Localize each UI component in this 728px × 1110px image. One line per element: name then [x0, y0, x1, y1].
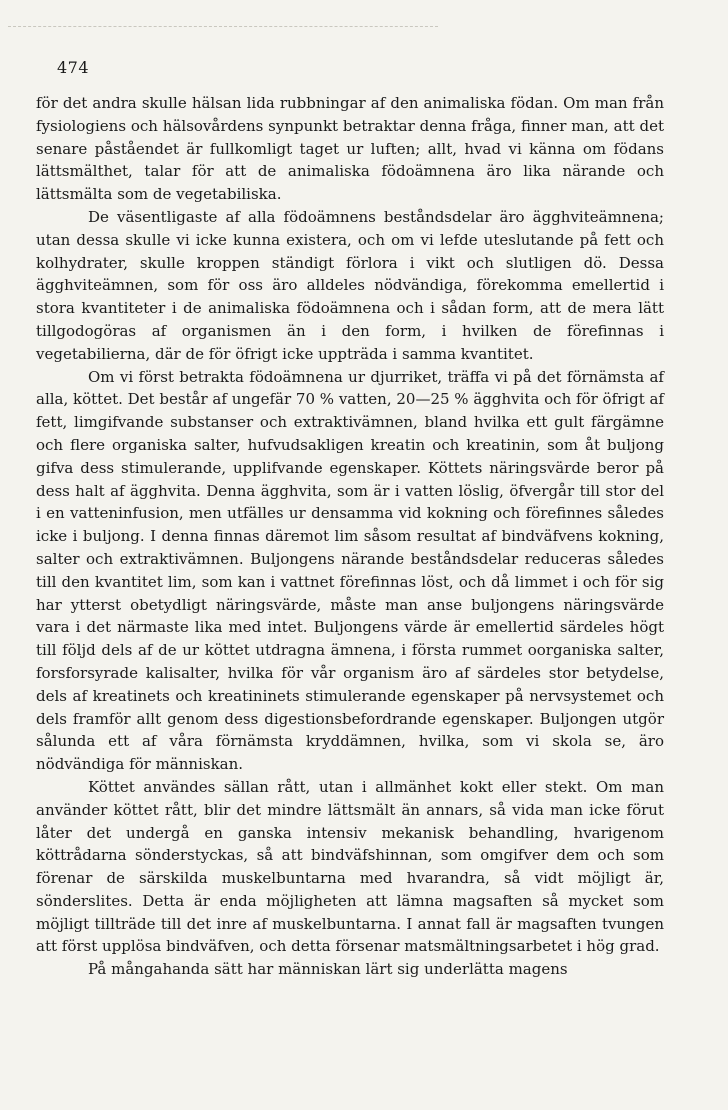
- top-scan-edge: [8, 26, 438, 27]
- paragraph-5: På mångahanda sätt har människan lärt sig underlätta magens: [88, 960, 568, 979]
- paragraph-2: De väsentligaste af alla födoämnens beståndsdelar äro ägghviteämnena; utan dessa skulle vi icke kunna existera, och om vi lefde uteslutande på fett och kolhydrater, skulle kroppen ständigt förlora i vikt och slutligen dö. Dessa ägghviteämnen, som för oss äro alldeles nödvändiga, förekomma emellertid i stora kvantiteter i de animaliska födoämnena och i sådan form, att de mera lätt tillgodogöras af organismen än i den form, i hvilken de förefinnas i vegetabilierna, där de för öfrigt icke uppträda i samma kvantitet.: [36, 207, 664, 363]
- paragraph-1: för det andra skulle hälsan lida rubbningar af den animaliska födan. Om man från fysiologiens och hälsovårdens synpunkt betraktar denna fråga, finner man, att det senare påståendet är fullkomligt taget ur luften; allt, hvad vi känna om födans lättsmälthet, talar för att de animaliska födoämnena äro lika närande och lättsmälta som de vegetabiliska.: [36, 94, 664, 204]
- page-number: 474: [57, 58, 90, 77]
- paragraph-3: Om vi först betrakta födoämnena ur djurriket, träffa vi på det förnämsta af alla, köttet. Det består af ungefär 70 % vatten, 20—25 % ägghvita och för öfrigt af fett, limgifvande substanser och extraktivämnen, bland hvilka ett gult färgämne och flere organiska salter, hufvudsakligen kreatin och kreatinin, som åt buljong gifva dess stimulerande, upplifvande egenskaper. Köttets näringsvärde beror på dess halt af ägghvita. Denna ägghvita, som är i vatten löslig, öfvergår till stor del i en vatteninfusion, men utfälles ur densamma vid kokning och förefinnes således icke i buljong. I denna finnas däremot lim såsom resultat af bindväfvens kokning, salter och extraktivämnen. Buljongens närande beståndsdelar reduceras således till den kvantitet lim, som kan i vattnet förefinnas löst, och då limmet i och för sig har ytterst obetydligt näringsvärde, måste man anse buljongens näringsvärde vara i det närmaste lika med intet. Buljongens värde är emellertid särdeles högt till följd dels af de ur köttet utdragna ämnena, i första rummet oorganiska salter, forsforsyrade kalisalter, hvilka för vår organism äro af särdeles stor betydelse, dels af kreatinets och kreatininets stimulerande egenskaper på nervsystemet och dels framför allt genom dess digestionsbefordrande egenskaper. Buljongen utgör sålunda ett af våra förnämsta kryddämnen, hvilka, som vi skola se, äro nödvändiga för människan.: [36, 367, 664, 774]
- body-text: [36, 92, 664, 981]
- paragraph-4: Köttet användes sällan rått, utan i allmänhet kokt eller stekt. Om man använder köttet rått, blir det mindre lättsmält än annars, så vida man icke förut låter det undergå en ganska intensiv mekanisk behandling, hvarigenom köttrådarna sönderstyckas, så att bindväfshinnan, som omgifver dem och som förenar de särskilda muskelbuntarna med hvarandra, så vidt möjligt är, sönderslites. Detta är enda möjligheten att lämna magsaften så mycket som möjligt tillträde till det inre af muskelbuntarna. I annat fall är magsaften tvungen att först upplösa bindväfven, och detta försenar matsmältningsarbetet i hög grad.: [36, 777, 664, 956]
